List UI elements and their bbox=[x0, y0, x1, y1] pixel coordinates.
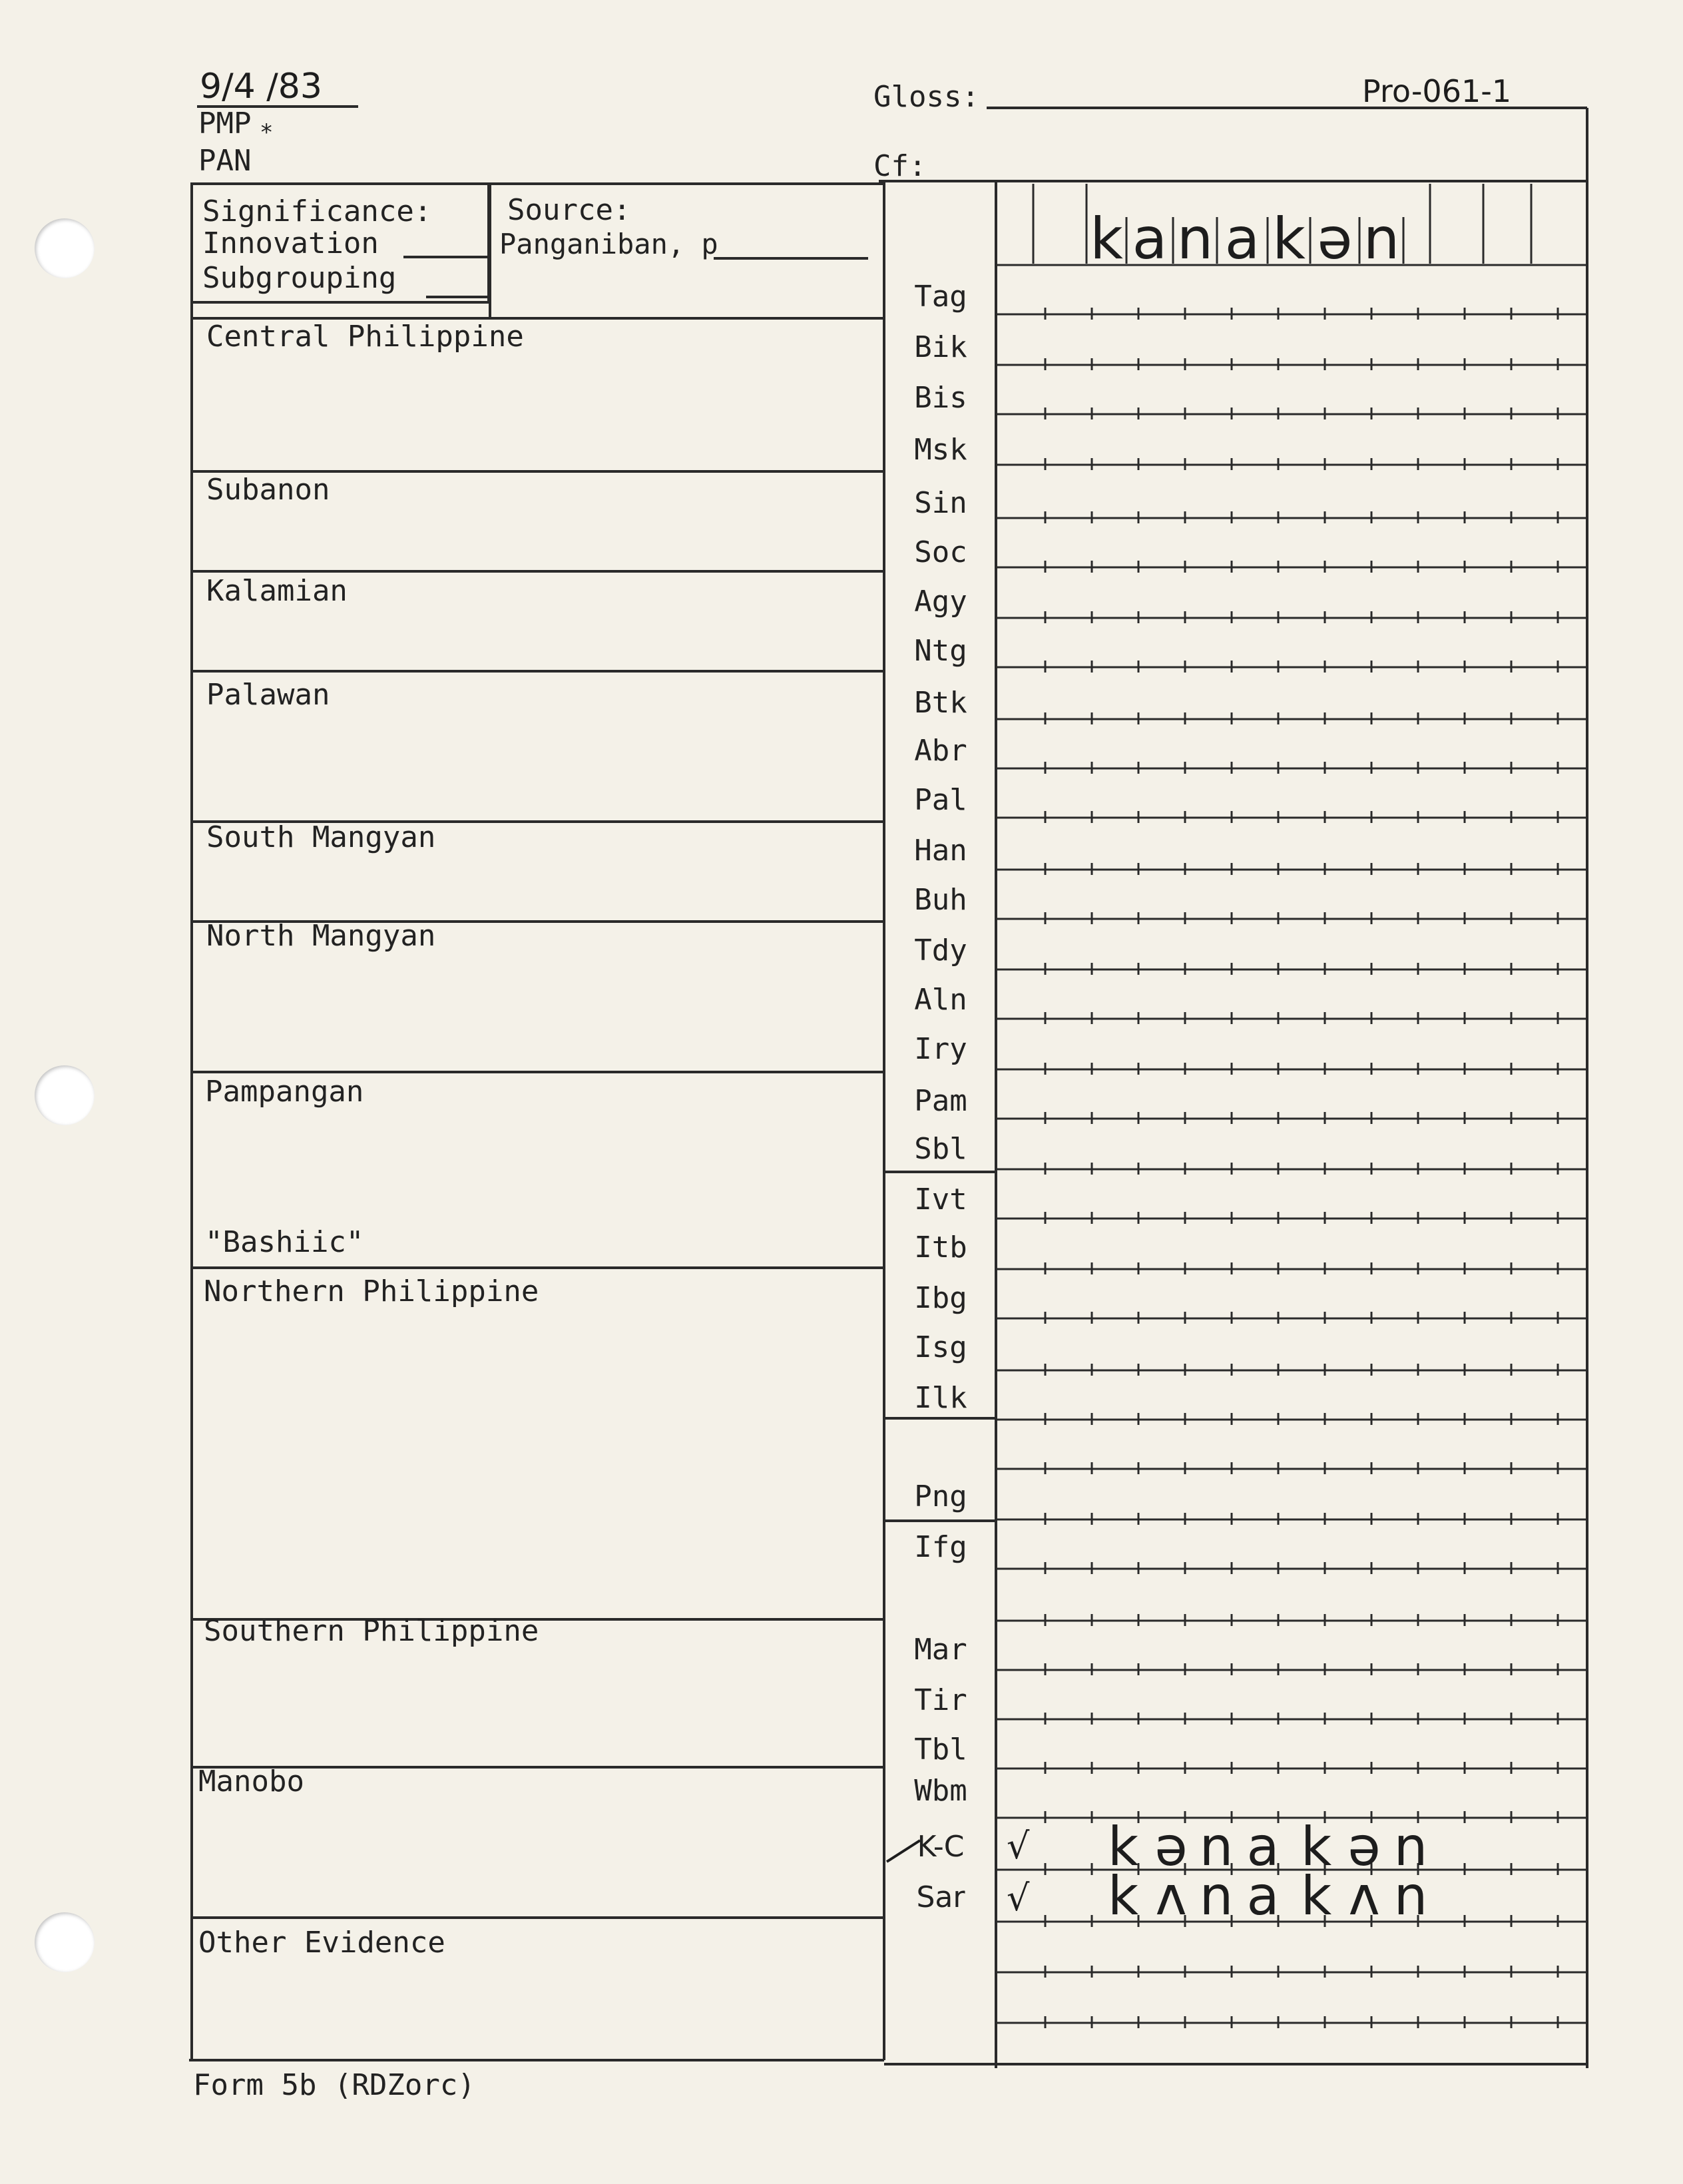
language-code: Btk bbox=[914, 686, 967, 720]
group-label: South Mangyan bbox=[206, 820, 436, 854]
kc-letter: n bbox=[1393, 1816, 1428, 1878]
group-label: North Mangyan bbox=[206, 919, 436, 953]
date-written: 9/4 /83 bbox=[200, 67, 322, 107]
kc-letter: ə bbox=[1347, 1816, 1381, 1878]
language-code: Sar bbox=[916, 1880, 965, 1914]
sar-letter: a bbox=[1246, 1865, 1280, 1927]
language-code: Buh bbox=[914, 883, 967, 917]
header-letter: n bbox=[1363, 206, 1400, 272]
language-code: Sbl bbox=[914, 1132, 967, 1166]
group-label: Central Philippine bbox=[206, 320, 524, 354]
form-footer: Form 5b (RDZorc) bbox=[193, 2068, 475, 2102]
language-code: Ilk bbox=[914, 1381, 967, 1415]
language-code: Ivt bbox=[914, 1183, 967, 1217]
check-mark: √ bbox=[1007, 1877, 1030, 1919]
group-label: Subanon bbox=[206, 473, 330, 507]
header-letter: ə bbox=[1317, 206, 1353, 272]
form-id: Pro-061-1 bbox=[1362, 73, 1512, 109]
language-code: Agy bbox=[914, 585, 967, 619]
language-code: Tag bbox=[914, 280, 967, 314]
language-code: Pal bbox=[914, 783, 967, 817]
sar-letter: n bbox=[1393, 1865, 1428, 1927]
language-code: Abr bbox=[914, 734, 967, 768]
significance-label: Significance: bbox=[202, 194, 432, 228]
pmp-asterisk: * bbox=[260, 119, 274, 146]
source-value: Panganiban, p bbox=[499, 228, 718, 260]
pan-label: PAN bbox=[198, 144, 252, 178]
header-letter: n bbox=[1176, 206, 1214, 272]
group-label: Southern Philippine bbox=[204, 1614, 539, 1648]
language-code: Han bbox=[914, 834, 967, 868]
language-code: Png bbox=[914, 1480, 967, 1513]
language-code: Ntg bbox=[914, 634, 967, 668]
kc-letter: a bbox=[1246, 1816, 1280, 1878]
header-letter: k bbox=[1090, 206, 1123, 272]
header-form bbox=[1086, 204, 1430, 272]
language-code: Bik bbox=[914, 330, 967, 364]
language-code: Isg bbox=[914, 1330, 967, 1364]
sar-letter: k bbox=[1107, 1865, 1139, 1927]
language-code: Tdy bbox=[914, 934, 967, 967]
language-code: K-C bbox=[917, 1830, 965, 1864]
kc-letter: k bbox=[1300, 1816, 1332, 1878]
language-code: Iry bbox=[914, 1032, 967, 1066]
innovation-label: Innovation bbox=[202, 226, 379, 260]
language-code: Soc bbox=[914, 535, 967, 569]
language-code: Pam bbox=[914, 1084, 967, 1118]
group-label: Northern Philippine bbox=[204, 1274, 539, 1308]
language-code: Msk bbox=[914, 433, 967, 467]
subgrouping-label: Subgrouping bbox=[202, 261, 397, 295]
language-code: Tir bbox=[914, 1683, 967, 1717]
language-code: Ibg bbox=[914, 1281, 967, 1315]
language-code: Sin bbox=[914, 486, 967, 520]
language-code: Mar bbox=[914, 1633, 967, 1667]
pmp-label: PMP bbox=[198, 107, 252, 140]
sar-letter: ʌ bbox=[1348, 1865, 1380, 1927]
kc-letter: ə bbox=[1154, 1816, 1188, 1878]
cf-label: Cf: bbox=[873, 149, 927, 183]
header-letter: k bbox=[1272, 206, 1306, 272]
group-label: Kalamian bbox=[206, 574, 348, 608]
group-label: Other Evidence bbox=[198, 1926, 445, 1960]
language-code: Ifg bbox=[914, 1530, 967, 1564]
sar-letter: k bbox=[1300, 1865, 1332, 1927]
sar-letter: ʌ bbox=[1155, 1865, 1187, 1927]
sar-letter: n bbox=[1199, 1865, 1234, 1927]
group-label: Manobo bbox=[198, 1765, 304, 1798]
group-label: Pampangan bbox=[205, 1075, 364, 1109]
language-code: Wbm bbox=[914, 1774, 967, 1808]
group-label: Palawan bbox=[206, 678, 330, 712]
kc-letter: k bbox=[1107, 1816, 1139, 1878]
language-code: Tbl bbox=[914, 1733, 967, 1767]
header-letter: a bbox=[1132, 206, 1168, 272]
gloss-label: Gloss: bbox=[873, 80, 979, 114]
language-code: Aln bbox=[914, 983, 967, 1017]
group-label: "Bashiic" bbox=[205, 1225, 364, 1259]
kc-letter: n bbox=[1199, 1816, 1234, 1878]
language-code: Itb bbox=[914, 1230, 967, 1264]
source-label: Source: bbox=[507, 193, 631, 227]
check-mark: √ bbox=[1007, 1825, 1030, 1867]
language-code: Bis bbox=[914, 381, 967, 415]
header-letter: a bbox=[1224, 206, 1260, 272]
